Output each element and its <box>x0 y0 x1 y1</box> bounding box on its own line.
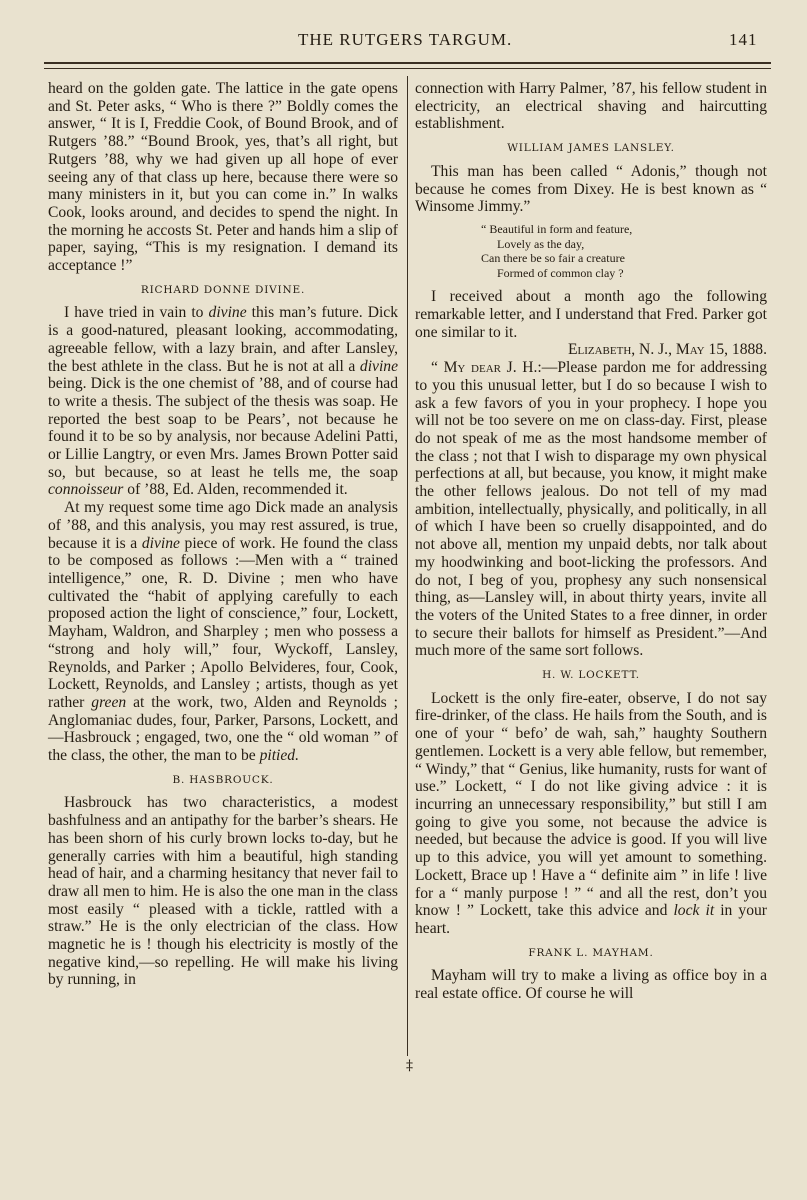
journal-title: THE RUTGERS TARGUM. <box>298 30 513 49</box>
poem-line: Lovely as the day, <box>497 236 585 251</box>
heading-frank-l-mayham: FRANK L. MAYHAM. <box>528 946 654 959</box>
poem-line: “ Beautiful in form and feature, <box>481 221 633 236</box>
left-column <box>48 80 398 989</box>
paragraph-cook-ending: heard on the golden gate. The lattice in the gate opens and St. Peter asks, “ Who is there ?” Boldly comes the answer, “ It is I, Freddie Cook, of Bound Brook, and of Rutgers ’88.” “Bound Brook, yes, that’s all right, but Rutgers ’88, why we had given up all hope of ever seeing any of that class up here, because there were so many ministers in it, but you can come in.” In walks Cook, looks around, and decides to spend the night. In the morning he accosts St. Peter and hands him a slip of paper, saying, “This is my resignation. I demand its acceptance !” <box>48 80 398 275</box>
paragraph-mayham: Mayham will try to make a living as office boy in a real estate office. Of course he will <box>415 967 767 1003</box>
page-number: 141 <box>729 30 758 49</box>
heading-b-hasbrouck: B. HASBROUCK. <box>172 773 274 786</box>
header-rule-thin <box>44 68 771 69</box>
paragraph-lansley: This man has been called “ Adonis,” though not because he comes from Dixey. He is best known as “ Winsome Jimmy.” <box>415 162 767 216</box>
running-header <box>0 26 807 52</box>
paragraph-hasbrouck: Hasbrouck has two characteristics, a modest bashfulness and an antipathy for the barber’s shears. He has been shorn of his curly brown locks to-day, but he generally carries with him a beautiful, high standing head of hair, and a charming hesitancy that never fail to draw all men to him. He is also the one man in the class most easily “ pleased with a tickle, rattled with a straw.” He is the only electrician of the class. How magnetic he is ! though his electricity is mostly of the negative kind,—so repelling. He will make his living by running, in <box>48 794 398 989</box>
right-column <box>415 80 767 1003</box>
letter-dateline: Elizabeth, N. J., May 15, 1888. <box>567 341 767 359</box>
paragraph-lockett: Lockett is the only fire-eater, observe, I do not say fire-drinker, of the class. He hails from the South, and is one of your “ befo’ de wah, sah,” haughty Southern gentlemen. Lockett is a very able fellow, but remember, “ Windy,” that “ Genius, like humanity, rusts for want of use.” Lockett, “ I do not like giving advice : it is incurring an unnecessary responsibility,” but still I am going to give you some, not because the advice is needed, but because the advice is good. If you will live up to this advice, you will yet amount to something. Lockett, Brace up ! Have a “ definite aim ” in life ! live for a “ manly purpose ! ” “ and all the rest, don’t you know ! ” Lockett, take this advice and lock it in your heart. <box>415 689 767 937</box>
paragraph-divine-1: I have tried in vain to divine this man’s future. Dick is a good-natured, pleasant looking, accommodating, agreeable fellow, with a lazy brain, and after Lansley, the best athlete in the class. But he is not at all a divine being. Dick is the one chemist of ’88, and of course had to write a thesis. The subject of the thesis was soap. He reported the best soap to be Pears’, not because he found it to be so by analysis, nor because Adelini Patti, or Lillie Langtry, or even Mrs. James Brown Potter said so, but because, so at least he tells me, the soap connoisseur of ’88, Ed. Alden, recommended it. <box>48 304 398 499</box>
paragraph-letter: “ My dear J. H.:—Please pardon me for addressing to you this unusual letter, but I do so because I wish to ask a few favors of you in your prophecy. I hope you will not be too severe on me on class-day. First, please do not speak of me as the most handsome member of the class ; not that I wish to disparage my own physical perfections at all, but because, you know, it might make the other fellows jealous. Do not tell of my mad ambition, intellectually, physically, and politically, in all of which I have been so cruelly disappointed, and do not above all, mention my unpaid debts, nor talk about my hoodwinking and boot-licking the professors. And do not, I beg of you, prophesy any such nonsensical thing, as—Lansley will, in about thirty years, invite all the voters of the United States to a free dinner, in order to secure their ballots for himself as President.”—And much more of the same sort follows. <box>415 359 767 660</box>
heading-richard-donne-divine: RICHARD DONNE DIVINE. <box>140 283 306 296</box>
printer-mark: ‡ <box>406 1058 413 1074</box>
paragraph-letter-intro: I received about a month ago the following remarkable letter, and I understand that Fred. Parker got one similar to it. <box>415 288 767 341</box>
heading-william-james-lansley: WILLIAM JAMES LANSLEY. <box>507 142 675 155</box>
poem-line: Formed of common clay ? <box>497 265 624 280</box>
heading-h-w-lockett: H. W. LOCKETT. <box>542 669 640 682</box>
header-rule-thick <box>44 62 771 64</box>
poem-line: Can there be so fair a creature <box>481 251 625 266</box>
paragraph-divine-2: At my request some time ago Dick made an analysis of ’88, and this analysis, you may rest assured, is true, because it is a divine piece of work. He found the class to be composed as follows :—Men with a “ trained intelligence,” one, R. D. Divine ; men who have cultivated the “habit of applying carefully to each proposed action the light of conscience,” four, Lockett, Mayham, Waldron, and Sharpley ; men who possess a “strong and holy will,” four, Wyckoff, Lansley, Reynolds, and Parker ; Apollo Belvideres, four, Cook, Lockett, Reynolds, and Lansley ; artists, though as yet rather green at the work, two, Alden and Reynolds ; Anglomaniac dudes, four, Parker, Parsons, Lockett, and—Hasbrouck ; engaged, two, one the “ old woman ” of the class, the other, the man to be pitied. <box>48 499 398 765</box>
column-divider <box>407 76 408 1056</box>
paragraph-hasbrouck-ending: connection with Harry Palmer, ’87, his fellow student in electricity, an electrical shaving and haircutting establishment. <box>415 80 767 133</box>
poem-quote <box>481 222 767 280</box>
